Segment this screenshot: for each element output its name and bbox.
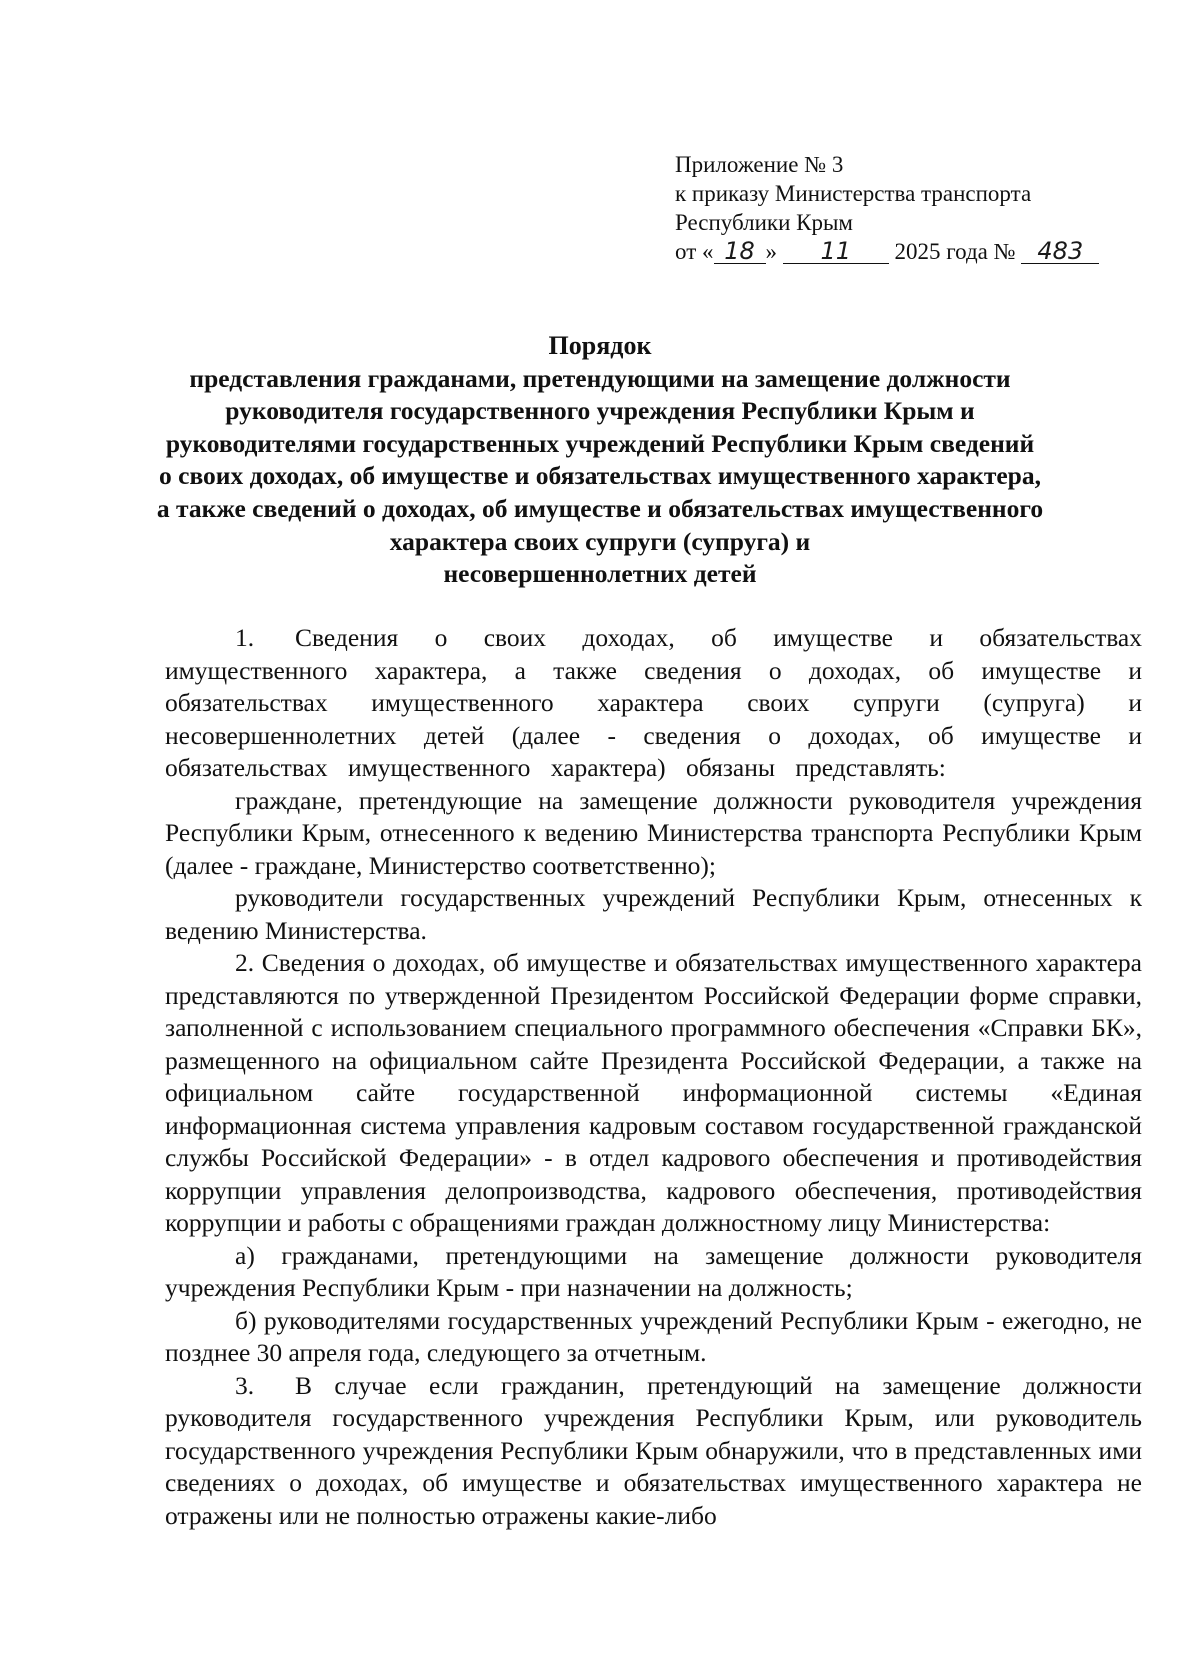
handwritten-order-number: 483: [1021, 239, 1099, 264]
appendix-block: [675, 150, 1155, 266]
date-mid: »: [765, 239, 777, 264]
appendix-order-ref: к приказу Министерства транспорта: [675, 181, 1032, 206]
appendix-title: Приложение № 3: [675, 152, 844, 177]
appendix-republic: Республики Крым: [675, 210, 853, 235]
paragraph-text: Сведения о своих доходах, об имуществе и обязательствах имущественного характера, а также сведения о доходах, об имуществе и обязательствах имущественного характера своих супруги (супруга) и несовершеннолетних детей (далее - сведения о доходах, об имуществе и обязательствах имущественного характера) обязаны представлять:: [165, 623, 1142, 782]
handwritten-month: 11: [783, 239, 889, 264]
paragraph-3: [165, 1370, 1142, 1533]
title-line: представления гражданами, претендующими на замещение должности: [189, 363, 1011, 393]
paragraph-1: [165, 622, 1142, 785]
title-line: руководителя государственного учреждения Республики Крым и: [225, 396, 975, 426]
title-line: характера своих супруги (супруга) и: [389, 526, 811, 556]
paragraph-1b: руководители государственных учреждений Республики Крым, отнесенных к ведению Министерства.: [165, 883, 1142, 945]
document-title: [140, 330, 1060, 591]
appendix-date-line: [675, 237, 1155, 266]
paragraph-number: 1.: [235, 623, 255, 652]
title-line: руководителями государственных учреждений Республики Крым сведений: [165, 428, 1035, 458]
title-line: о своих доходах, об имуществе и обязательствах имущественного характера,: [159, 461, 1041, 491]
date-prefix: от «: [675, 239, 714, 264]
paragraph-2: 2. Сведения о доходах, об имуществе и обязательствах имущественного характера представляются по утвержденной Президентом Российской Федерации форме справки, заполненной с использованием специального программного обеспечения «Справки БК», размещенного на официальном сайте Президента Российской Федерации, а также на официальном сайте государственной информационной системы «Единая информационная система управления кадровым составом государственной гражданской службы Российской Федерации» - в отдел кадрового обеспечения и противодействия коррупции управления делопроизводства, кадрового обеспечения, противодействия коррупции и работы с обращениями граждан должностному лицу Министерства:: [165, 948, 1142, 1237]
paragraph-1a: граждане, претендующие на замещение должности руководителя учреждения Республики Крым, отнесенного к ведению Министерства транспорта Республики Крым (далее - граждане, Министерство соответственно);: [165, 785, 1142, 880]
paragraph-2b: б) руководителями государственных учреждений Республики Крым - ежегодно, не позднее 30 апреля года, следующего за отчетным.: [165, 1305, 1142, 1367]
paragraph-number: 3.: [235, 1370, 255, 1400]
title-line: несовершеннолетних детей: [443, 559, 757, 589]
title-heading: Порядок: [548, 331, 652, 360]
title-line: а также сведений о доходах, об имуществе и обязательствах имущественного: [156, 493, 1044, 523]
document-body: [165, 622, 1142, 1532]
year-text: 2025 года №: [894, 239, 1016, 264]
paragraph-2a: а) гражданами, претендующими на замещение должности руководителя учреждения Республики Крым - при назначении на должность;: [165, 1240, 1142, 1302]
handwritten-day: 18: [714, 239, 766, 264]
paragraph-text: В случае если гражданин, претендующий на замещение должности руководителя государственного учреждения Республики Крым, или руководитель государственного учреждения Республики Крым обнаружили, что в представленных ими сведениях о доходах, об имуществе и обязательствах имущественного характера не отражены или не полностью отражены какие-либо: [165, 1370, 1142, 1530]
